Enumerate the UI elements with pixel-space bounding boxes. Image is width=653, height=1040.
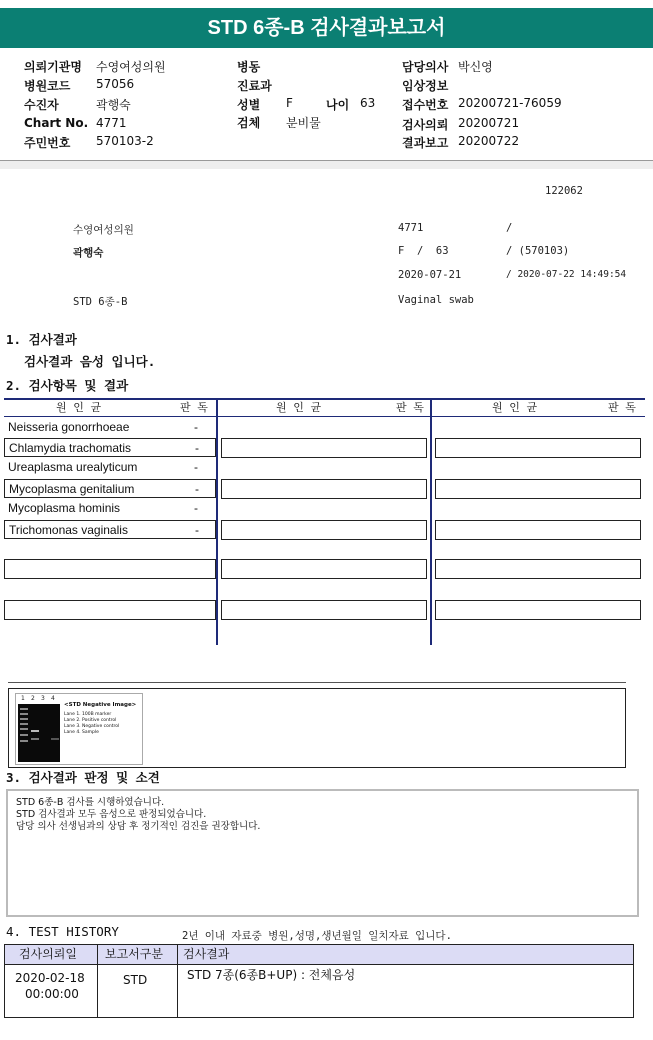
col-pathogen-2: 원 인 균 (276, 401, 322, 414)
hosp-code-label: 병원코드 (24, 79, 71, 93)
gel-title: <STD Negative Image> (64, 702, 137, 708)
col-judgement-3: 판 독 (608, 401, 636, 414)
gel-image-panel (8, 688, 626, 768)
id-value: 570103-2 (96, 134, 154, 148)
empty-row (435, 520, 641, 540)
empty-row (221, 559, 427, 579)
column-separator-1 (216, 398, 218, 645)
empty-row (435, 559, 641, 579)
empty-row (221, 438, 427, 458)
sex-label: 성별 (237, 98, 261, 112)
gel-legend-item: Lane 1. 100B marker (64, 712, 112, 717)
result-row: Mycoplasma hominis - (8, 501, 198, 515)
finding-line: STD 검사결과 모두 음성으로 판정되었습니다. (16, 809, 207, 820)
gel-band (20, 723, 28, 725)
col-judgement-1: 판 독 (180, 401, 208, 414)
empty-row (435, 600, 641, 620)
gel-band (20, 734, 28, 736)
history-time: 00:00:00 (25, 987, 79, 1001)
empty-row (4, 559, 216, 579)
patient-value: 곽행숙 (96, 98, 131, 112)
patient-label: 수진자 (24, 98, 59, 112)
report-label: 결과보고 (402, 136, 449, 150)
clinical-label: 임상정보 (402, 79, 449, 93)
history-type: STD (123, 973, 148, 987)
hosp-code-value: 57056 (96, 77, 135, 91)
header-band (0, 161, 653, 169)
chart-value: 4771 (96, 116, 127, 130)
history-date: 2020-02-18 (15, 971, 85, 985)
doctor-label: 담당의사 (402, 60, 449, 74)
empty-row (435, 479, 641, 499)
history-column-line (97, 945, 98, 1017)
col-result: 검사결과 (183, 947, 230, 961)
findings-box (6, 789, 639, 917)
col-pathogen-3: 원 인 균 (492, 401, 538, 414)
request-label: 검사의뢰 (402, 118, 449, 132)
report-title: STD 6종-B 검사결과보고서 (0, 8, 653, 48)
org-label: 의뢰기관명 (24, 60, 82, 74)
results-table-header (4, 398, 645, 417)
sub-org: 수영여성의원 (73, 224, 134, 236)
gel-photo (18, 704, 60, 762)
gel-band (20, 708, 28, 710)
gel-lane-number: 2 (31, 695, 35, 702)
id-label: 주민번호 (24, 136, 71, 150)
specimen-value: 분비물 (286, 116, 321, 130)
result-row: Chlamydia trachomatis - (4, 438, 216, 457)
sub-test: STD 6종-B (73, 296, 128, 308)
finding-line: 담당 의사 선생님과의 상담 후 정기적인 검진을 권장합니다. (16, 821, 261, 832)
sub-sex-age: F / 63 (398, 245, 449, 257)
result-row: Neisseria gonorrhoeae - (8, 420, 198, 434)
empty-row (221, 479, 427, 499)
age-value: 63 (360, 96, 376, 110)
col-pathogen-1: 원 인 균 (56, 401, 102, 414)
dept-label: 진료과 (237, 79, 272, 93)
chart-label: Chart No. (24, 116, 89, 130)
section2-title: 2. 검사항목 및 결과 (6, 378, 129, 393)
specimen-label: 검체 (237, 116, 261, 130)
col-judgement-2: 판 독 (396, 401, 424, 414)
result-row: Mycoplasma genitalium - (4, 479, 216, 498)
gel-band (20, 713, 28, 715)
finding-line: STD 6종-B 검사를 시행하였습니다. (16, 797, 165, 808)
result-row: Ureaplasma urealyticum - (8, 460, 198, 474)
sub-report-date: / 2020-07-22 14:49:54 (506, 269, 627, 280)
col-report-type: 보고서구분 (105, 947, 163, 961)
image-divider (8, 682, 626, 683)
report-value: 20200722 (458, 134, 520, 148)
history-table-header (5, 945, 633, 965)
section1-title: 1. 검사결과 (6, 332, 77, 347)
sub-code: 122062 (545, 185, 583, 197)
ward-label: 병동 (237, 60, 261, 74)
history-note: 2년 이내 자료중 병원,성명,생년월일 일치자료 입니다. (182, 930, 452, 942)
request-value: 20200721 (458, 116, 520, 130)
gel-band (51, 738, 59, 740)
sex-value: F (286, 96, 293, 110)
gel-band (20, 728, 28, 730)
gel-legend-item: Lane 3. Negative control (64, 724, 120, 729)
section1-text: 검사결과 음성 입니다. (24, 354, 156, 369)
receipt-label: 접수번호 (402, 98, 449, 112)
empty-row (221, 600, 427, 620)
receipt-value: 20200721-76059 (458, 96, 562, 110)
gel-band (31, 738, 39, 740)
empty-row (435, 438, 641, 458)
history-result: STD 7종(6종B+UP) : 전체음성 (187, 968, 356, 982)
gel-lane-number: 4 (51, 695, 55, 702)
empty-row (221, 520, 427, 540)
section3-title: 3. 검사결과 판정 및 소견 (6, 770, 160, 785)
sub-request-date: 2020-07-21 (398, 269, 462, 281)
empty-row (4, 600, 216, 620)
gel-image (15, 693, 143, 765)
doctor-value: 박신영 (458, 60, 493, 74)
gel-band (20, 718, 28, 720)
gel-lane-number: 3 (41, 695, 45, 702)
gel-legend-item: Lane 2. Positive control (64, 718, 117, 723)
column-separator-2 (430, 398, 432, 645)
gel-band (31, 730, 39, 732)
sub-specimen: Vaginal swab (398, 294, 474, 306)
history-table (4, 944, 634, 1018)
section4-title: 4. TEST HISTORY (6, 924, 119, 939)
result-row: Trichomonas vaginalis - (4, 520, 216, 539)
gel-band (20, 740, 28, 742)
sub-slash: / (506, 222, 513, 234)
sub-birth: / (570103) (506, 245, 570, 257)
gel-lane-number: 1 (21, 695, 25, 702)
sub-name: 곽행숙 (73, 247, 104, 259)
org-value: 수영여성의원 (96, 60, 166, 74)
history-column-line (177, 945, 178, 1017)
sub-chart: 4771 (398, 222, 424, 234)
col-request-date: 검사의뢰일 (19, 947, 77, 961)
age-label: 나이 (326, 98, 350, 112)
gel-legend-item: Lane 4. Sample (64, 730, 99, 735)
